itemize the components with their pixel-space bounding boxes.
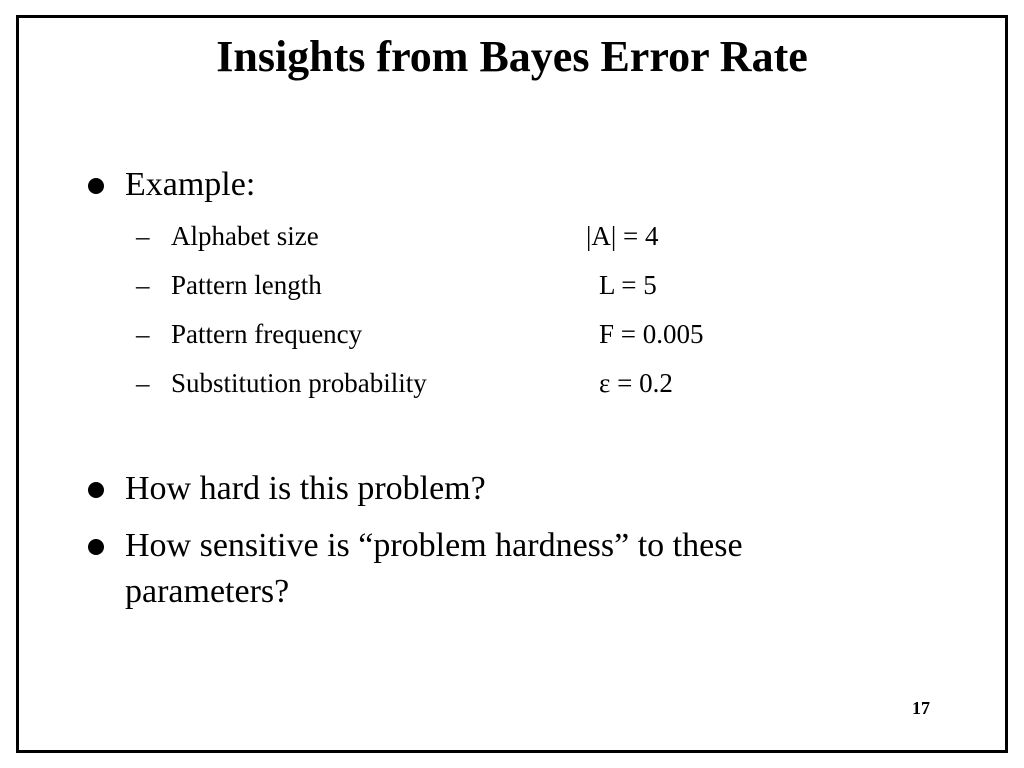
bullet-text-line-1: How sensitive is “problem hardness” to these xyxy=(125,527,743,564)
slide-frame xyxy=(16,15,1008,753)
subitem-value: L = 5 xyxy=(599,270,657,300)
slide-title: Insights from Bayes Error Rate xyxy=(216,32,808,81)
dash-icon: – xyxy=(136,270,150,300)
dash-icon: – xyxy=(136,319,150,349)
subitem-value: |A| = 4 xyxy=(586,221,659,251)
subitem-value: F = 0.005 xyxy=(599,319,704,349)
dash-icon: – xyxy=(136,221,150,251)
subitem-label: Alphabet size xyxy=(171,221,319,251)
subitem-value: ε = 0.2 xyxy=(599,368,673,398)
page-number: 17 xyxy=(912,698,930,718)
dash-icon: – xyxy=(136,368,150,398)
bullet-text: Example: xyxy=(125,166,256,203)
bullet-dot-icon xyxy=(88,482,104,498)
bullet-text-line-2: parameters? xyxy=(125,573,290,610)
subitem-label: Pattern frequency xyxy=(171,319,363,349)
bullet-dot-icon xyxy=(88,539,104,555)
subitem-label: Substitution probability xyxy=(171,368,427,398)
subitem-label: Pattern length xyxy=(171,270,322,300)
bullet-dot-icon xyxy=(88,178,104,194)
bullet-text: How hard is this problem? xyxy=(125,470,486,507)
